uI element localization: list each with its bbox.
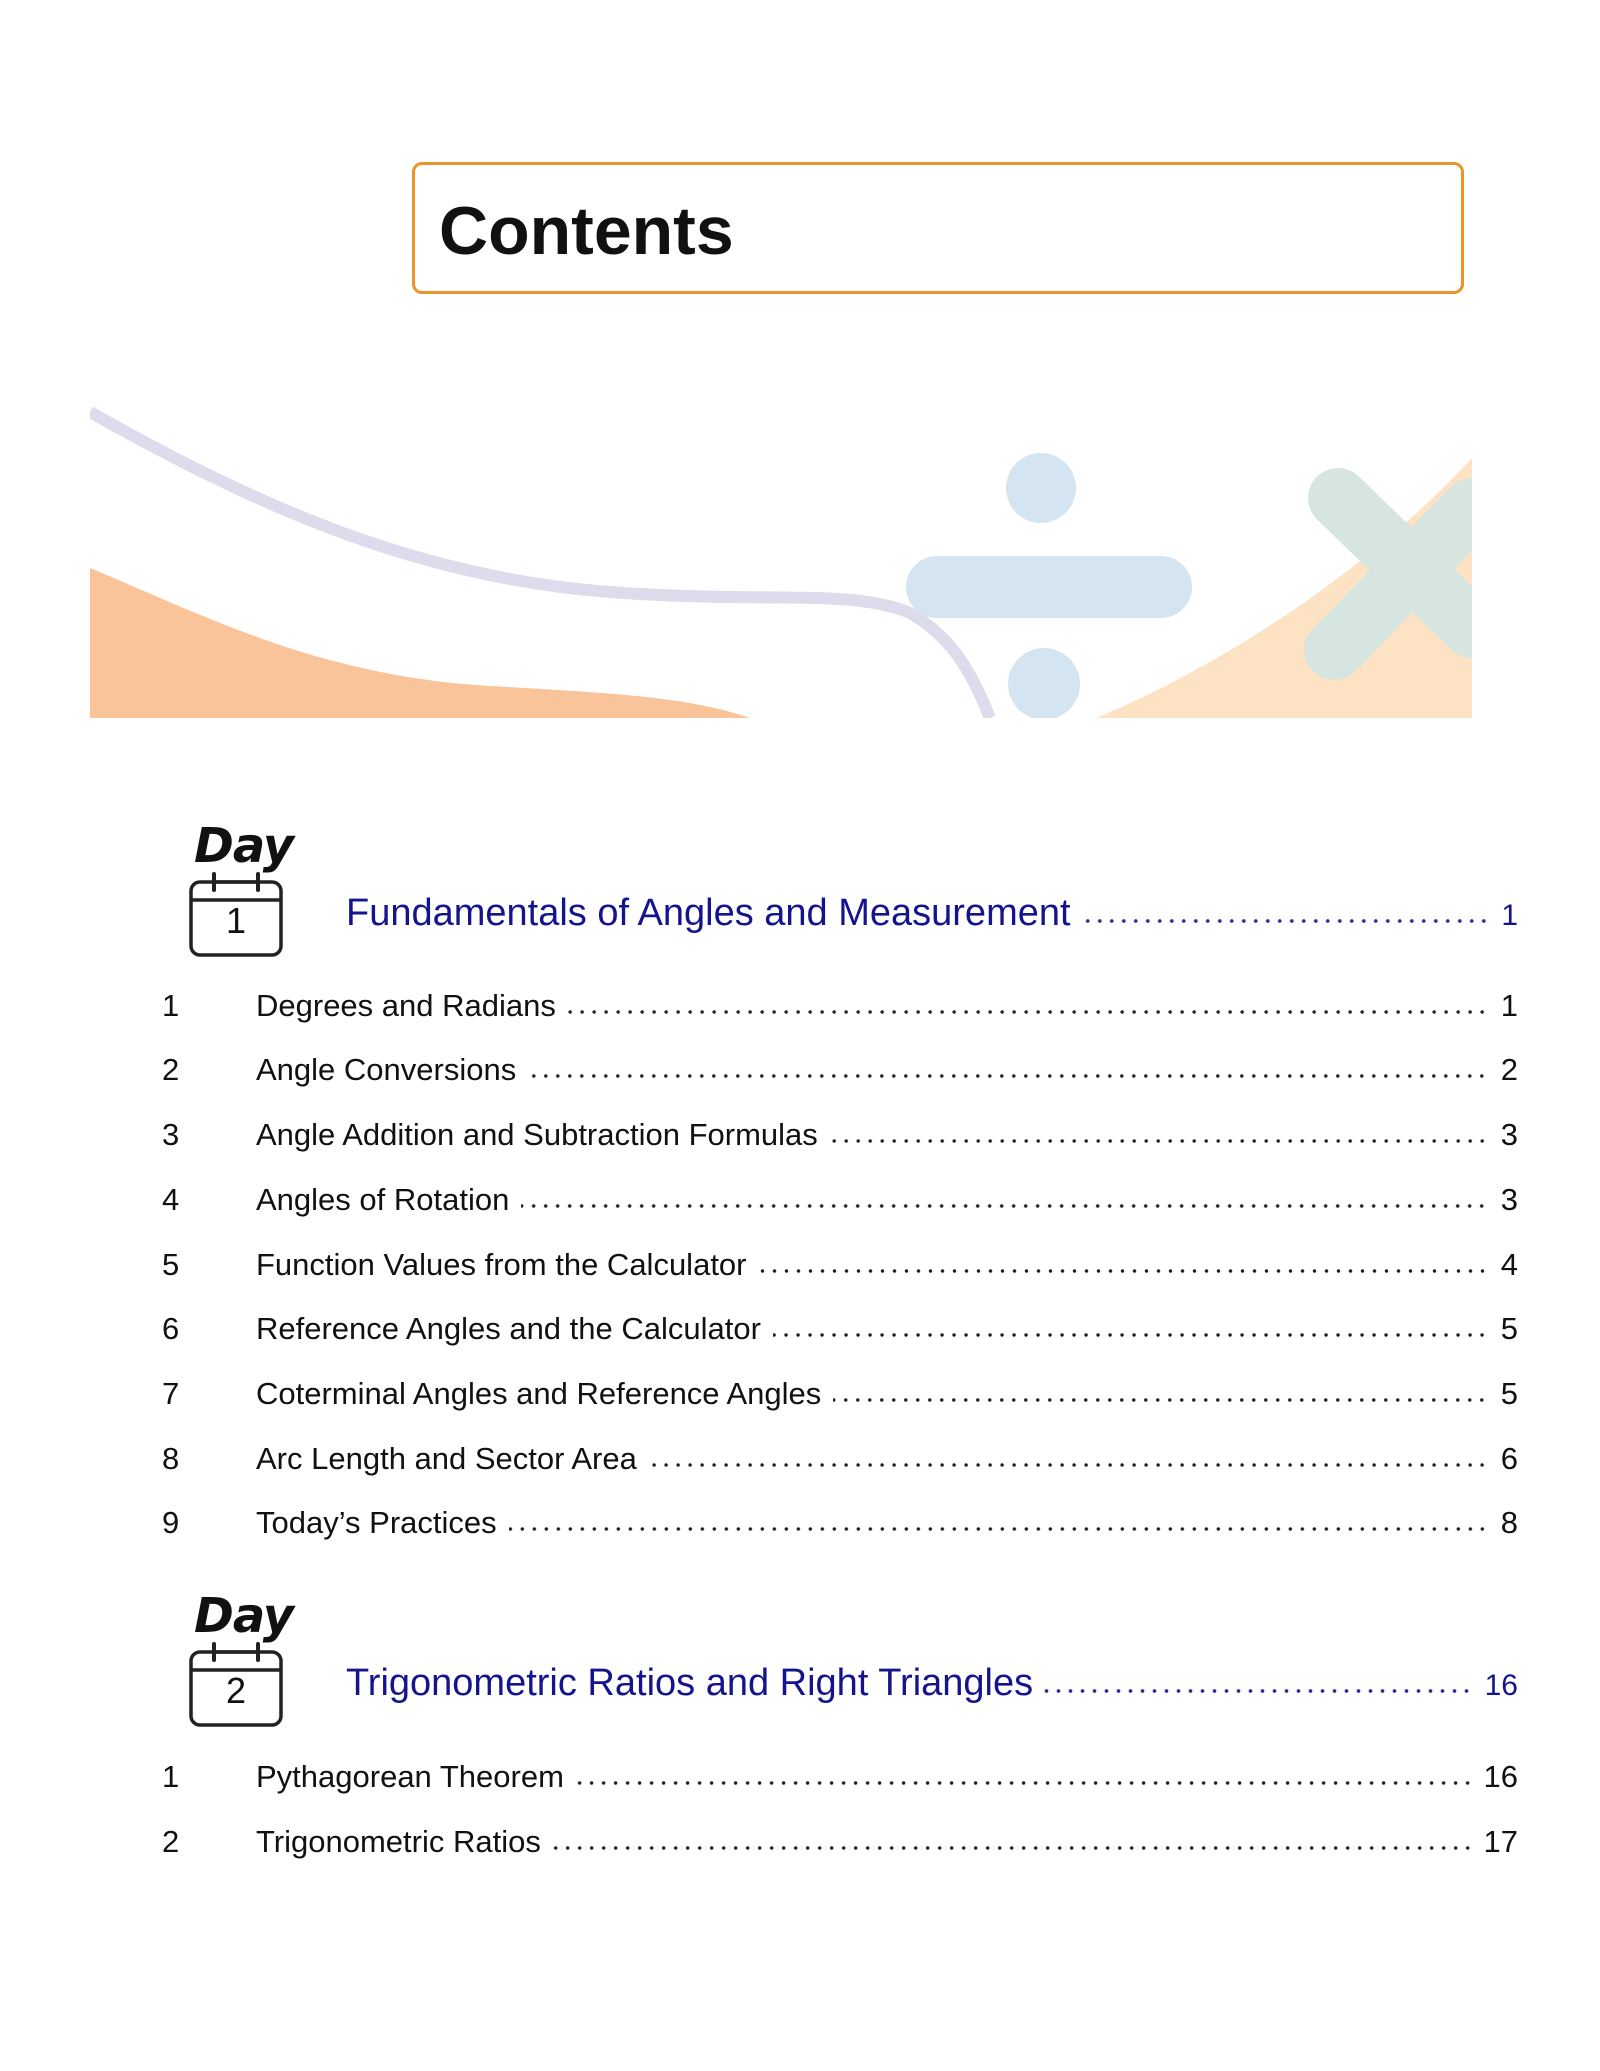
day-number: 2 bbox=[225, 1670, 247, 1711]
day-2-badge bbox=[188, 1588, 294, 1728]
entry-number: 7 bbox=[162, 1376, 180, 1411]
day-number: 1 bbox=[225, 900, 247, 941]
math-banner-decoration bbox=[90, 398, 1472, 718]
dot-leader bbox=[1079, 917, 1490, 925]
entry-page: 8 bbox=[1500, 1505, 1518, 1540]
dot-leader bbox=[509, 1525, 1488, 1533]
entry-number: 9 bbox=[162, 1505, 180, 1540]
entry-number: 1 bbox=[162, 988, 180, 1023]
day-label: Day bbox=[194, 818, 294, 874]
dot-leader bbox=[553, 1844, 1474, 1852]
entry-page: 2 bbox=[1500, 1052, 1518, 1087]
dot-leader bbox=[568, 1008, 1488, 1016]
entry-page: 5 bbox=[1500, 1376, 1518, 1411]
dot-leader bbox=[833, 1396, 1488, 1404]
entry-title: Angle Addition and Subtraction Formulas bbox=[256, 1117, 818, 1152]
entry-title: Arc Length and Sector Area bbox=[256, 1441, 637, 1476]
entry-title: Degrees and Radians bbox=[256, 988, 556, 1023]
entry-number: 1 bbox=[162, 1759, 180, 1794]
toc-entry[interactable] bbox=[160, 1311, 1518, 1355]
entry-page: 16 bbox=[1483, 1759, 1518, 1794]
day-label: Day bbox=[194, 1588, 294, 1644]
day-1-badge bbox=[188, 818, 294, 958]
entry-title: Angle Conversions bbox=[256, 1052, 517, 1087]
dot-leader bbox=[759, 1267, 1489, 1275]
toc-entry[interactable] bbox=[160, 1505, 1518, 1549]
dot-leader bbox=[576, 1779, 1474, 1787]
contents-title-box bbox=[412, 162, 1464, 294]
dot-leader bbox=[773, 1331, 1488, 1339]
entry-title: Coterminal Angles and Reference Angles bbox=[256, 1376, 822, 1411]
entry-title: Angles of Rotation bbox=[256, 1182, 510, 1217]
entry-page: 5 bbox=[1500, 1311, 1518, 1346]
entry-number: 4 bbox=[162, 1182, 180, 1217]
entry-number: 2 bbox=[162, 1824, 180, 1859]
dot-leader bbox=[1041, 1687, 1473, 1695]
chapter-title: Fundamentals of Angles and Measurement bbox=[346, 892, 1071, 934]
chapter-row[interactable] bbox=[346, 892, 1518, 942]
dot-leader bbox=[649, 1461, 1488, 1469]
toc-entry[interactable] bbox=[160, 1182, 1518, 1226]
chapter-page: 16 bbox=[1484, 1669, 1518, 1702]
divide-sign-icon bbox=[906, 453, 1192, 718]
entry-page: 3 bbox=[1500, 1117, 1518, 1152]
toc-entry[interactable] bbox=[160, 1117, 1518, 1161]
toc-entry[interactable] bbox=[160, 1441, 1518, 1485]
entry-page: 4 bbox=[1500, 1247, 1518, 1282]
toc-entry[interactable] bbox=[160, 988, 1518, 1032]
entry-number: 2 bbox=[162, 1052, 180, 1087]
chapter-page: 1 bbox=[1501, 899, 1518, 932]
dot-leader bbox=[528, 1072, 1488, 1080]
page-title: Contents bbox=[439, 193, 734, 269]
entry-number: 8 bbox=[162, 1441, 180, 1476]
entry-page: 3 bbox=[1500, 1182, 1518, 1217]
entry-title: Reference Angles and the Calculator bbox=[256, 1311, 761, 1346]
entry-number: 3 bbox=[162, 1117, 180, 1152]
chapter-row[interactable] bbox=[346, 1662, 1518, 1712]
entry-title: Today’s Practices bbox=[256, 1505, 497, 1540]
toc-entry[interactable] bbox=[160, 1759, 1518, 1803]
dot-leader bbox=[521, 1202, 1488, 1210]
dot-leader bbox=[830, 1137, 1488, 1145]
toc-entry[interactable] bbox=[160, 1052, 1518, 1096]
entry-number: 6 bbox=[162, 1311, 180, 1346]
toc-entry[interactable] bbox=[160, 1824, 1518, 1868]
entry-title: Pythagorean Theorem bbox=[256, 1759, 564, 1794]
chapter-title: Trigonometric Ratios and Right Triangles bbox=[346, 1662, 1034, 1704]
toc-entry[interactable] bbox=[160, 1376, 1518, 1420]
entry-number: 5 bbox=[162, 1247, 180, 1282]
entry-title: Trigonometric Ratios bbox=[256, 1824, 541, 1859]
entry-page: 17 bbox=[1483, 1824, 1518, 1859]
entry-title: Function Values from the Calculator bbox=[256, 1247, 747, 1282]
entry-page: 6 bbox=[1500, 1441, 1518, 1476]
toc-entry[interactable] bbox=[160, 1247, 1518, 1291]
entry-page: 1 bbox=[1500, 988, 1518, 1023]
